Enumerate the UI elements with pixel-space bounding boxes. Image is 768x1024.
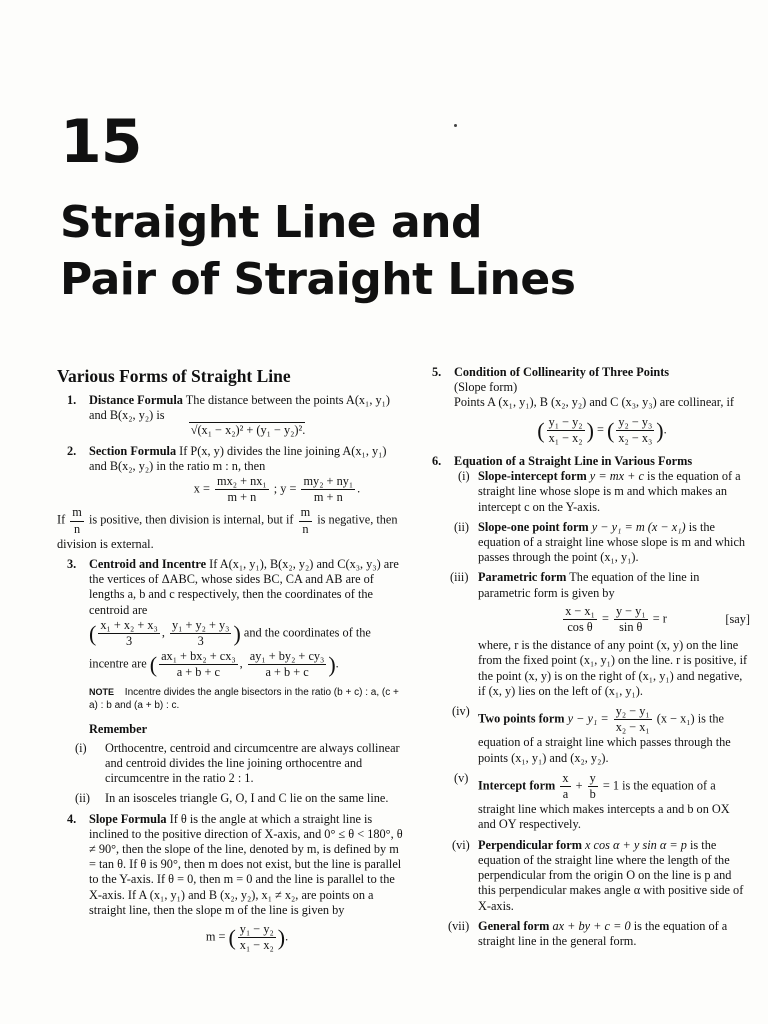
item-number: 1. [67,393,77,407]
fraction: $\frac{\text{x − x₁}}{\text{cos θ}}$ [565,603,595,635]
form-two-points: (iv) Two points form y − y₁ = $\frac{\text{y₂ − y₁}}{\text{x₂ − x₁}}$ (x − x₁) is the equation of a straight line which passes through the points (x₁, y₁) and (x₂, y₂). [452,704,731,765]
item-line-forms [432,454,750,949]
item-number: 4. [67,811,77,826]
item-distance-formula [57,393,405,439]
form-slope-intercept: (i) Slope-intercept form y = mx + c is the equation of a straight line whose slope is m and which makes an intercept c on the Y-axis. [458,469,741,514]
fraction: $\frac{\text{mx₂ + nx₁}}{m + n}$ [217,474,267,505]
fraction: $\frac{\text{x₁ + x₂ + x₃}}{3}$ [100,617,158,649]
item-text: The distance between the points A(x₁, y₁) and B(x₂, y₂) is [89,393,391,423]
chapter-title [60,194,575,308]
division-condition: If $\frac{m}{n}$ is positive, then division is internal, but if $\frac{m}{n}$ is negative, then division is external. [57,505,398,551]
form-perpendicular: (vi) Perpendicular form x cos α + y sin α = p is the equation of the straight line where the length of the perpendicular from the origin O on the line is p and this perpendicular makes angle α with positive side of X-axis. [452,837,744,913]
item-number: 2. [67,443,77,458]
note [57,686,405,712]
chapter-title-line2: Pair of Straight Lines [60,254,576,305]
item-heading: Condition of Collinearity of Three Points [454,365,670,379]
form-parametric: (iii) Parametric form The equation of the line in parametric form is given by $\frac{\text{x − x₁}}{\text{cos θ}}$ = $\frac{\text{y − y₁}}{\text{sin θ}}$ = r [say] where, r is the distance of any point (x, y) on the line from the fixed point (x₁, y₁) on the line. r is positive, if the point (x, y) is on the right of (x₁, y₁) and negative, if (x, y) lies on the left of (x₁, y₁). [450,570,750,698]
slope-formula: m = ( $\frac{\text{y₁ − y₂}}{\text{x₁ − x₂}}$ ). [205,922,289,953]
chapter-number: 15 [60,107,142,177]
remember-item: (ii) In an isosceles triangle G, O, I and C lie on the same line. [75,791,389,806]
item-heading: Distance Formula [89,393,183,407]
item-text: Points A (x₁, y₁), B (x₂, y₂) and C (x₃, y₃) are collinear, if [454,395,734,410]
fraction: $\frac{\text{y₁ − y₂}}{\text{x₁ − x₂}}$ [548,414,583,445]
item-heading: Section Formula [89,443,177,458]
item-subtitle: (Slope form) [454,380,518,395]
remember-title: Remember [89,721,148,736]
fraction: $\frac{\text{y₂ − y₃}}{\text{x₂ − x₃}}$ [618,414,653,445]
fraction: $\frac{m}{n}$ [300,505,311,536]
fraction: $\frac{\text{y₁ + y₂ + y₃}}{3}$ [171,617,230,649]
left-column [57,365,405,959]
item-heading: Equation of a Straight Line in Various Forms [454,454,693,469]
item-text: If A(x₁, y₁), B(x₂, y₂) and C(x₃, y₃) are the vertices of ΔABC, whose sides BC, CA and AB are of lengths a, b and c respectively, then the coordinates of the centroid are [89,557,399,617]
fraction: $\frac{\text{y − y₁}}{\text{sin θ}}$ [615,603,646,635]
fraction: $\frac{y}{b}$ [589,770,596,802]
distance-formula: √(x₁ − x₂)² + (y₁ − y₂)². [190,423,306,438]
fraction: $\frac{\text{ay₁ + by₂ + cy₃}}{a + b + c}$ [249,649,325,680]
collinearity-formula: ( $\frac{\text{y₁ − y₂}}{\text{x₁ − x₂}}$ ) = ( $\frac{\text{y₂ − y₃}}{\text{x₂ − x₃}}$ ). [537,414,667,445]
note-text: Incentre divides the angle bisectors in the ratio (b + c) : a, (c + a) : b and (a + b) : c. [89,686,399,711]
parametric-formula: $\frac{\text{x − x₁}}{\text{cos θ}}$ = $\frac{\text{y − y₁}}{\text{sin θ}}$ = r [say] [565,603,750,635]
fraction: $\frac{m}{n}$ [72,505,82,536]
fraction: $\frac{\text{ax₁ + bx₂ + cx₃}}{a + b + c}$ [161,649,236,680]
section-title: Various Forms of Straight Line [57,366,291,386]
form-slope-one-point: (ii) Slope-one point form y − y₁ = m (x − x₁) is the equation of a straight line whose slope is m and which passes through the point (x₁, y₁). [454,519,746,565]
item-number: 6. [432,454,442,469]
item-heading: Centroid and Incentre [89,557,207,572]
fraction: $\frac{\text{y₂ − y₁}}{\text{x₂ − x₁}}$ [615,704,650,735]
section-formula: x = $\frac{\text{mx₂ + nx₁}}{m + n}$ ; y = $\frac{\text{my₂ + ny₁}}{m + n}$ . [193,474,361,505]
fraction: $\frac{\text{y₁ − y₂}}{\text{x₁ − x₂}}$ [239,922,274,953]
item-number: 3. [67,557,77,572]
incentre-formula: incentre are ( $\frac{\text{ax₁ + bx₂ + cx₃}}{a + b + c}$ , $\frac{\text{ay₁ + by₂ + cy₃}}{a + b + c}$ ). [89,649,339,680]
item-text: If P(x, y) divides the line joining A(x₁, y₁) and B(x₂, y₂) in the ratio m : n, then [89,443,387,473]
item-heading: Slope Formula [89,811,167,826]
item-centroid-incentre [57,557,405,681]
item-section-formula [57,444,405,552]
item-number: 5. [432,365,442,379]
item-collinearity [432,365,750,446]
item-slope-formula [57,812,405,954]
remember-item: (i) Orthocentre, centroid and circumcentre are always collinear and centroid divides the line joining orthocentre and circumcentre in the ratio 2 : 1. [75,740,400,786]
centroid-formula: ( $\frac{\text{x₁ + x₂ + x₃}}{3}$ , $\frac{\text{y₁ + y₂ + y₃}}{3}$ ) and the coordinates of the [89,617,371,649]
chapter-title-line1: Straight Line and [60,197,482,248]
form-general: (vii) General form ax + by + c = 0 is the equation of a straight line in the general form. [448,918,728,948]
right-column [432,365,750,954]
scan-speck [454,124,457,127]
item-text: If θ is the angle at which a straight line is inclined to the positive direction of X-axis, and 0° ≤ θ < 180°, θ ≠ 90°, then the slope of the line, denoted by m, is defined by m = tan θ. If θ is 90°, then m does not exist, but the line is parallel to the Y-axis. If θ = 0, then m = 0 and the line is parallel to the X-axis. If A (x₁, y₁) and B (x₂, y₂), x₁ ≠ x₂, are points on a straight line, then the slope m of the line is given by [89,811,403,917]
note-tag: NOTE [89,686,115,697]
fraction: $\frac{x}{a}$ [562,770,569,802]
form-intercept: (v) Intercept form $\frac{x}{a}$ + $\frac{y}{b}$ = 1 is the equation of a straight line which makes intercepts a and b on OX and OY respectively. [454,770,730,832]
fraction: $\frac{\text{my₂ + ny₁}}{m + n}$ [303,474,354,505]
